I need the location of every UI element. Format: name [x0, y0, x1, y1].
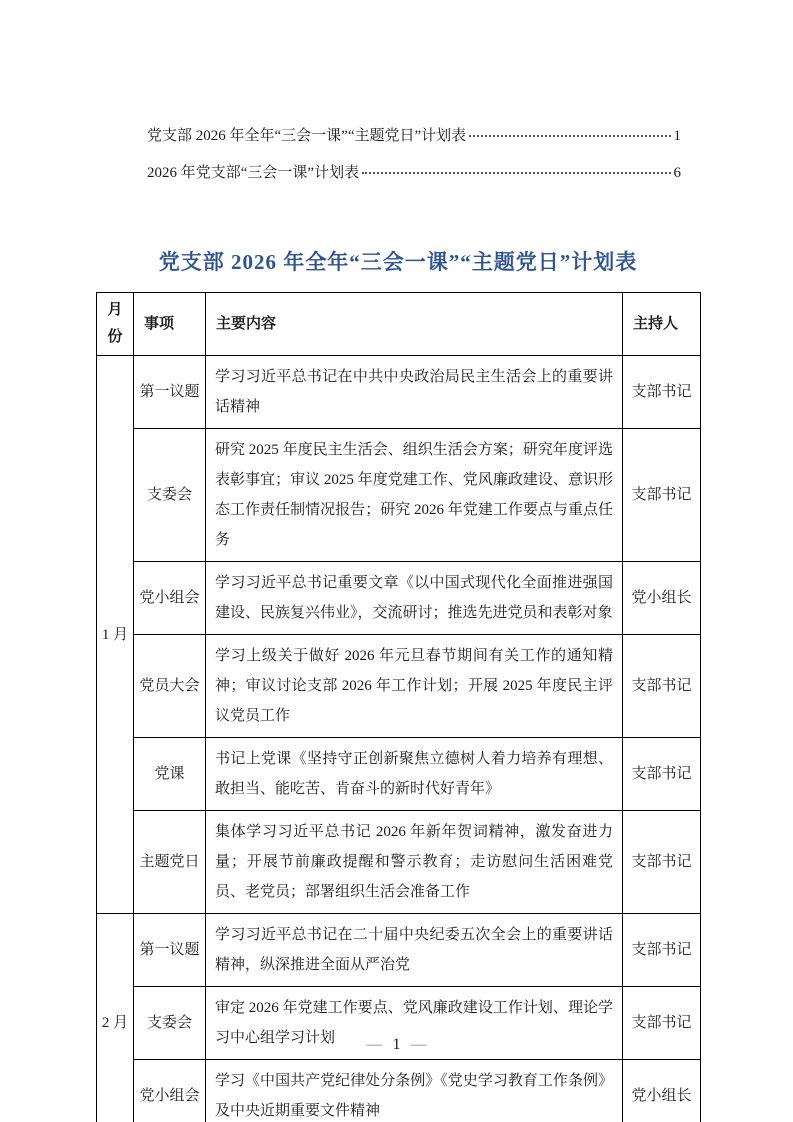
table-row	[97, 811, 701, 914]
footer-page-number: 1	[392, 1036, 401, 1053]
header-item: 事项	[134, 293, 206, 356]
content-cell: 书记上党课《坚持守正创新聚焦立德树人着力培养有理想、敢担当、能吃苦、肯奋斗的新时代好青年》	[206, 738, 623, 811]
header-month: 月份	[97, 293, 134, 356]
item-cell: 党小组会	[134, 562, 206, 635]
plan-table	[96, 292, 701, 1122]
item-cell: 支委会	[134, 987, 206, 1060]
item-cell: 党小组会	[134, 1060, 206, 1122]
table-row	[97, 914, 701, 987]
toc-entry-page-number[interactable]: 1	[673, 128, 681, 144]
item-cell: 主题党日	[134, 811, 206, 914]
header-host: 主持人	[623, 293, 701, 356]
host-cell: 支部书记	[623, 429, 701, 562]
toc-entry-label[interactable]: 2026 年党支部“三会一课”计划表	[147, 165, 360, 181]
content-cell: 学习习近平总书记在中共中央政治局民主生活会上的重要讲话精神	[206, 356, 623, 429]
host-cell: 支部书记	[623, 635, 701, 738]
host-cell: 支部书记	[623, 738, 701, 811]
host-cell: 党小组长	[623, 562, 701, 635]
content-cell: 审定 2026 年党建工作要点、党风廉政建设工作计划、理论学习中心组学习计划	[206, 987, 623, 1060]
page-footer	[0, 1036, 793, 1054]
item-cell: 党课	[134, 738, 206, 811]
month-cell-february: 2 月	[97, 914, 134, 1122]
content-cell: 学习习近平总书记重要文章《以中国式现代化全面推进强国建设、民族复兴伟业》，交流研讨；推选先进党员和表彰对象	[206, 562, 623, 635]
footer-dash-left: —	[366, 1036, 383, 1053]
table-row	[97, 356, 701, 429]
host-cell: 支部书记	[623, 987, 701, 1060]
host-cell: 党小组长	[623, 1060, 701, 1122]
table-row	[97, 738, 701, 811]
content-cell: 研究 2025 年度民主生活会、组织生活会方案；研究年度评选表彰事宜；审议 2025 年度党建工作、党风廉政建设、意识形态工作责任制情况报告；研究 2026 年党建工作要点与重点任务	[206, 429, 623, 562]
toc-entry-page-number[interactable]: 6	[673, 165, 681, 181]
header-content: 主要内容	[206, 293, 623, 356]
toc-entry-label[interactable]: 党支部 2026 年全年“三会一课”“主题党日”计划表	[147, 128, 467, 144]
toc-entry-1[interactable]	[147, 124, 681, 145]
table-row	[97, 1060, 701, 1122]
item-cell: 第一议题	[134, 356, 206, 429]
content-cell: 学习习近平总书记在二十届中央纪委五次全会上的重要讲话精神，纵深推进全面从严治党	[206, 914, 623, 987]
footer-dash-right: —	[410, 1036, 427, 1053]
table-of-contents	[147, 124, 681, 198]
table-header-row	[97, 293, 701, 356]
table-row	[97, 562, 701, 635]
month-cell-january: 1 月	[97, 356, 134, 914]
item-cell: 支委会	[134, 429, 206, 562]
document-title: 党支部 2026 年全年“三会一课”“主题党日”计划表	[158, 250, 638, 274]
item-cell: 第一议题	[134, 914, 206, 987]
toc-entry-2[interactable]	[147, 161, 681, 182]
item-cell: 党员大会	[134, 635, 206, 738]
host-cell: 支部书记	[623, 356, 701, 429]
content-cell: 集体学习习近平总书记 2026 年新年贺词精神，激发奋进力量；开展节前廉政提醒和警示教育；走访慰问生活困难党员、老党员；部署组织生活会准备工作	[206, 811, 623, 914]
content-cell: 学习上级关于做好 2026 年元旦春节期间有关工作的通知精神；审议讨论支部 2026 年工作计划；开展 2025 年度民主评议党员工作	[206, 635, 623, 738]
toc-leader-dots	[469, 135, 670, 137]
host-cell: 支部书记	[623, 914, 701, 987]
table-row	[97, 635, 701, 738]
table-row	[97, 429, 701, 562]
content-cell: 学习《中国共产党纪律处分条例》《党史学习教育工作条例》及中央近期重要文件精神	[206, 1060, 623, 1122]
host-cell: 支部书记	[623, 811, 701, 914]
toc-leader-dots	[362, 172, 670, 174]
